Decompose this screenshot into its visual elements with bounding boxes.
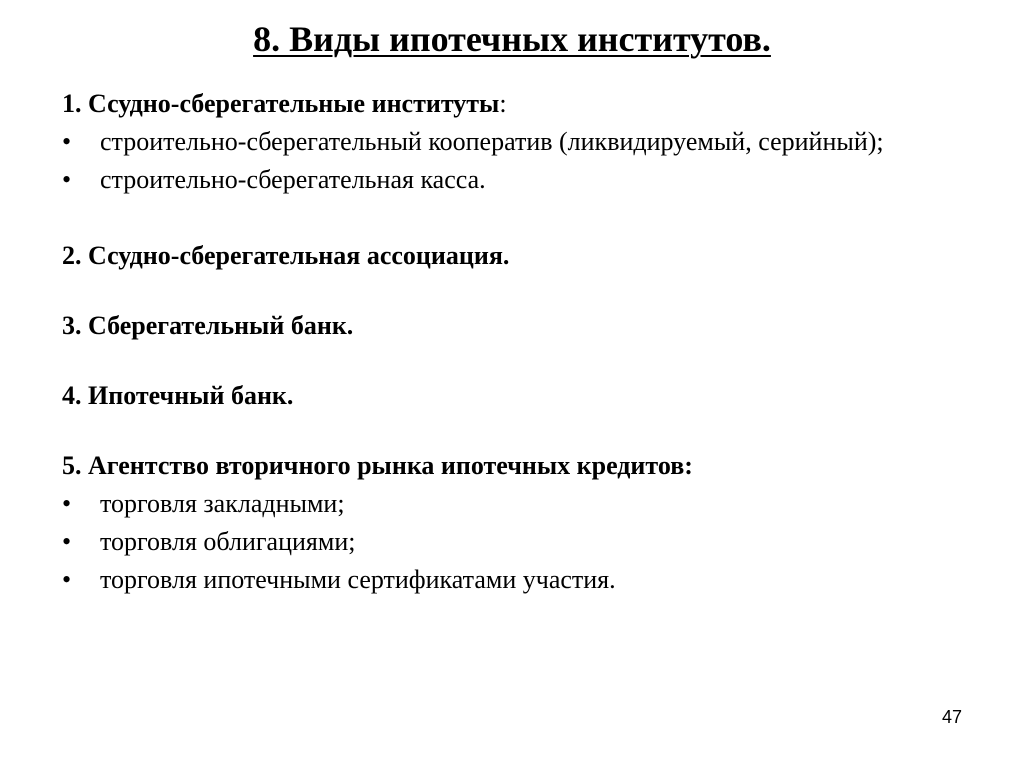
bullet-icon: • — [62, 127, 72, 156]
list-item: • торговля ипотечными сертификатами участия. — [62, 565, 616, 594]
page-number: 47 — [941, 707, 962, 727]
bullet-list-1 — [62, 126, 962, 196]
slide-content — [62, 88, 962, 602]
slide-title: 8. Виды ипотечных институтов. — [253, 19, 771, 59]
bullet-icon: • — [62, 489, 72, 518]
section-heading-5: 5. Агентство вторичного рынка ипотечных кредитов: — [62, 451, 693, 480]
list-item: • торговля облигациями; — [62, 527, 356, 556]
list-item: • торговля закладными; — [62, 489, 345, 518]
list-item: • строительно-сберегательный кооператив (ликвидируемый, серийный); — [62, 127, 884, 156]
bullet-list-5 — [62, 488, 962, 596]
list-item: • строительно-сберегательная касса. — [62, 165, 486, 194]
bullet-icon: • — [62, 165, 72, 194]
section-heading-3: 3. Сберегательный банк. — [62, 311, 354, 340]
section-heading-1: 1. Ссудно-сберегательные институты: — [62, 89, 507, 118]
section-heading-2: 2. Ссудно-сберегательная ассоциация. — [62, 241, 510, 270]
bullet-icon: • — [62, 527, 72, 556]
bullet-icon: • — [62, 565, 72, 594]
section-heading-4: 4. Ипотечный банк. — [62, 381, 294, 410]
